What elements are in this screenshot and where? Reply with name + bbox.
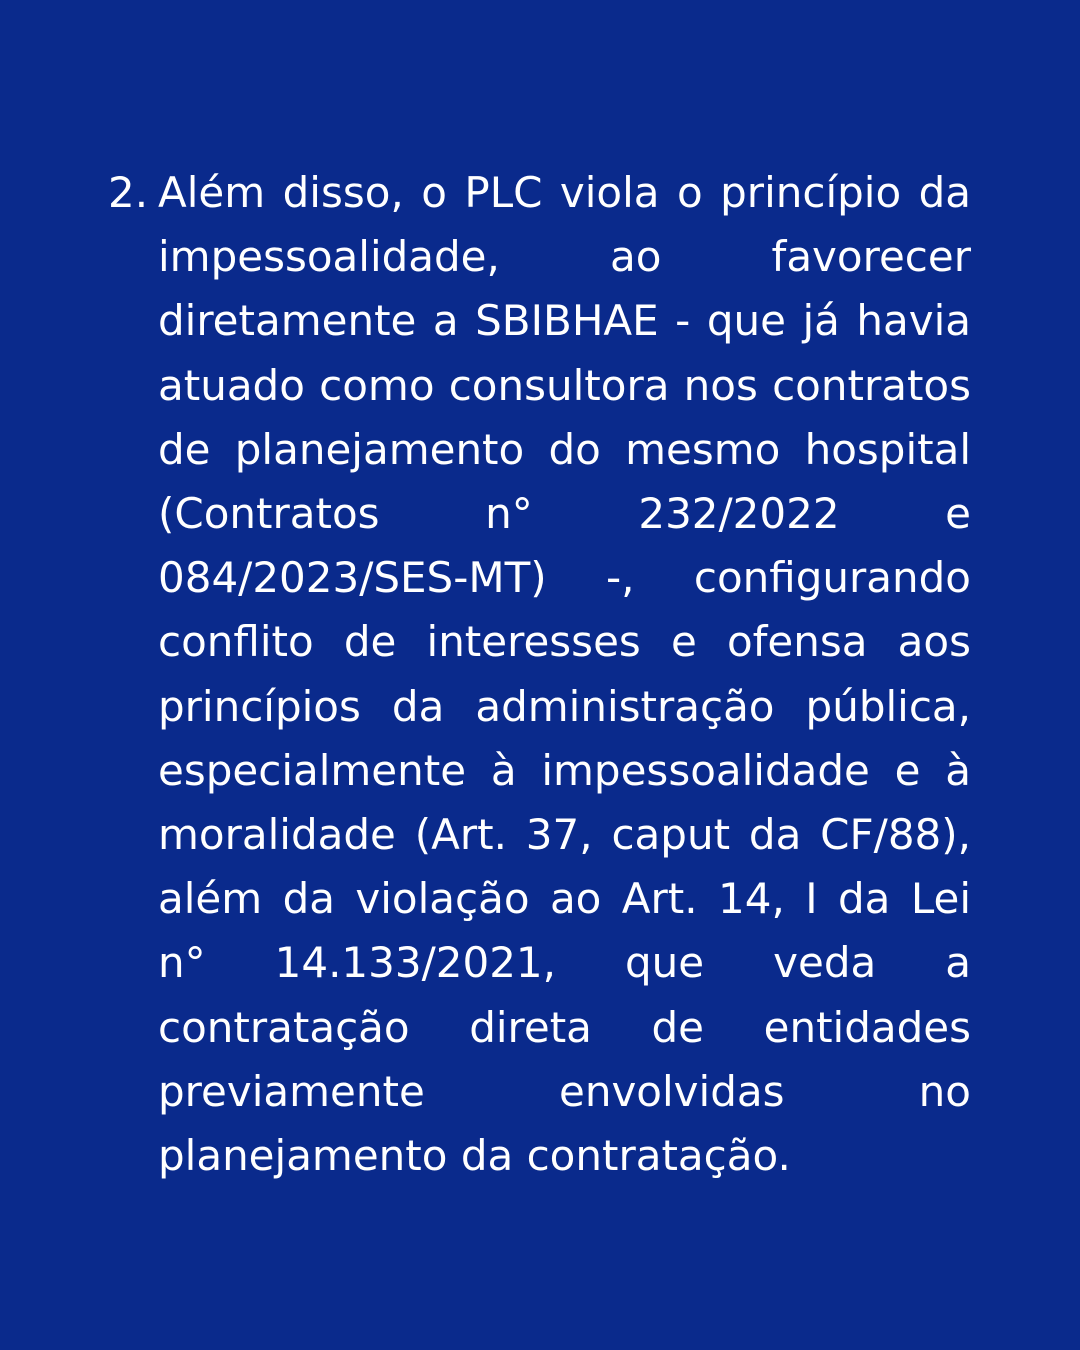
list-item-number: 2.	[108, 168, 149, 217]
list-item-text: Além disso, o PLC viola o princípio da impessoalidade, ao favorecer diretamente a SBIBHAE - que já havia atuado como consultora nos contratos de planejamento do mesmo hospital (Contratos n° 232/2022 e 084/2023/SES-MT) -, configurando conflito de interesses e ofensa aos princípios da administração pública, especialmente à impessoalidade e à moralidade (Art. 37, caput da CF/88), além da violação ao Art. 14, I da Lei n° 14.133/2021, que veda a contratação direta de entidades previamente envolvidas no planejamento da contratação.	[158, 168, 971, 1181]
